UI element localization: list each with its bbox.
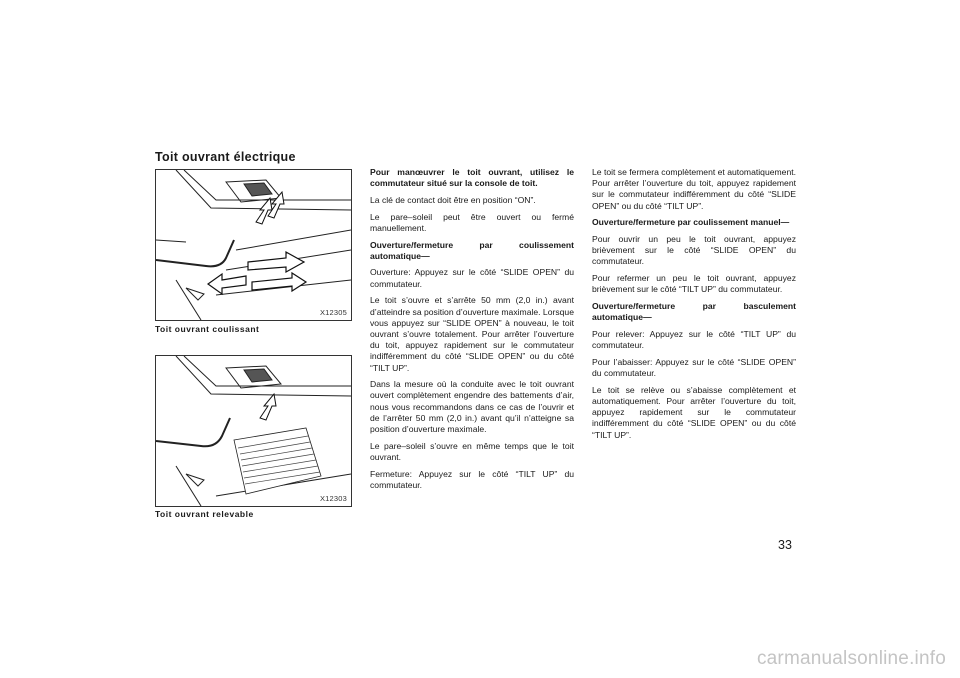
paragraph: Ouverture: Appuyez sur le côté “SLIDE OPEN” du commutateur. xyxy=(370,267,574,289)
section-heading: Ouverture/fermeture par basculement automatique— xyxy=(592,301,796,323)
text-column-1 xyxy=(370,167,574,497)
tilt-sunroof-illustration xyxy=(156,356,351,506)
page-title: Toit ouvrant électrique xyxy=(155,150,296,164)
paragraph: Pour relever: Appuyez sur le côté “TILT UP” du commutateur. xyxy=(592,328,796,351)
paragraph: Pour l’abaisser: Appuyez sur le côté “SLIDE OPEN” du commutateur. xyxy=(592,356,796,379)
figure-caption: Toit ouvrant coulissant xyxy=(155,324,260,334)
page-number: 33 xyxy=(778,538,792,552)
watermark: carmanualsonline.info xyxy=(756,648,946,669)
paragraph: Pour ouvrir un peu le toit ouvrant, appuyez brièvement sur le côté “SLIDE OPEN” du commutateur. xyxy=(592,234,796,267)
sliding-sunroof-illustration xyxy=(156,170,351,320)
paragraph: La clé de contact doit être en position “ON”. xyxy=(370,194,536,205)
figure-tilt-sunroof xyxy=(155,355,352,507)
figure-caption: Toit ouvrant relevable xyxy=(155,509,254,519)
paragraph: Fermeture: Appuyez sur le côté “TILT UP” du commutateur. xyxy=(370,468,574,490)
paragraph: Le pare–soleil s’ouvre en même temps que le toit ouvrant. xyxy=(370,440,574,462)
paragraph: Le pare–soleil peut être ouvert ou fermé manuellement. xyxy=(370,211,574,233)
figure-code: X12305 xyxy=(319,308,347,317)
paragraph: Dans la mesure où la conduite avec le toit ouvrant ouvert complètement engendre des battements d’air, nous vous recommandons dans ce cas de l’ouvrir et de l’arrêter 50 mm (2,0 in.) avant qu’il n’atteigne sa position d’ouverture maximale. xyxy=(370,379,574,435)
section-heading: Ouverture/fermeture par coulissement automatique— xyxy=(370,239,574,261)
paragraph: Pour refermer un peu le toit ouvrant, appuyez brièvement sur le côté “TILT UP” du commutateur. xyxy=(592,273,796,295)
paragraph: Le toit se relève ou s’abaisse complètement et automatiquement. Pour arrêter l’ouverture du toit, appuyez rapidement sur le commutateur indifféremment du côté “SLIDE OPEN” ou du côté “TILT UP”. xyxy=(592,384,796,440)
text-column-2 xyxy=(592,167,796,446)
figure-code: X12303 xyxy=(319,494,347,503)
figure-sliding-sunroof xyxy=(155,169,352,321)
paragraph: Le toit s’ouvre et s’arrête 50 mm (2,0 in.) avant d’atteindre sa position d’ouverture maximale. Lorsque vous appuyez sur “SLIDE OPEN” à nouveau, le toit ouvrant s’ouvre totalement. Pour arrêter l’ouverture du toit, appuyez rapidement sur le commutateur indifféremment du côté “SLIDE OPEN” ou du côté “TILT UP”. xyxy=(370,295,574,373)
paragraph: Le toit se fermera complètement et automatiquement. Pour arrêter l’ouverture du toit, appuyez rapidement sur le commutateur indifféremment du côté “SLIDE OPEN” ou du côté “TILT UP”. xyxy=(592,167,796,211)
instruction-heading: Pour manœuvrer le toit ouvrant, utilisez le commutateur situé sur la console de toit. xyxy=(370,167,574,189)
section-heading: Ouverture/fermeture par coulissement manuel— xyxy=(592,217,790,228)
